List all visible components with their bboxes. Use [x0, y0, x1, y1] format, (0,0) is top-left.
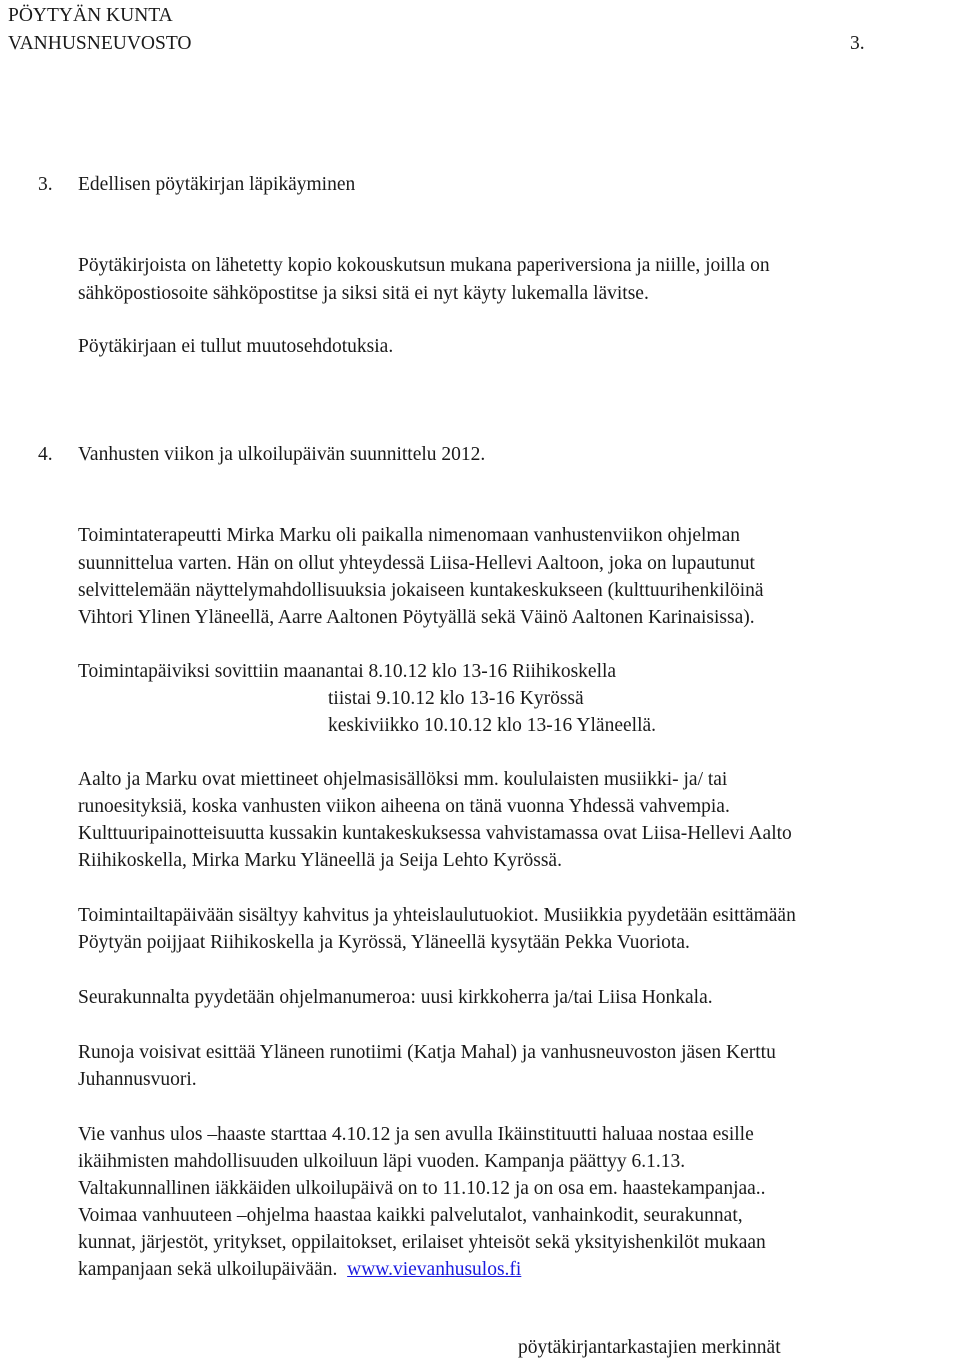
paragraph-line-with-link [78, 1260, 521, 1280]
schedule-line: keskiviikko 10.10.12 klo 13-16 Yläneellä. [328, 715, 657, 736]
section-4-number: 4. [38, 444, 53, 465]
page-number: 3. [850, 33, 865, 54]
paragraph-line: ikäihmisten mahdollisuuden ulkoiluun läpi vuoden. Kampanja päättyy 6.1.13. [78, 1151, 686, 1172]
paragraph-line: Aalto ja Marku ovat miettineet ohjelmasisällöksi mm. koululaisten musiikki- ja/ tai [78, 769, 728, 790]
paragraph-line: kunnat, järjestöt, yritykset, oppilaitokset, erilaiset yhteisöt sekä yksityishenkilöt mukaan [78, 1232, 766, 1253]
paragraph-line: runoesityksiä, koska vanhusten viikon aiheena on tänä vuonna Yhdessä vahvempia. [78, 796, 730, 817]
paragraph-line: Runoja voisivat esittää Yläneen runotiimi (Katja Mahal) ja vanhusneuvoston jäsen Kerttu [78, 1042, 776, 1063]
paragraph-line: Pöytäkirjoista on lähetetty kopio kokouskutsun mukana paperiversiona ja niille, joilla on [78, 255, 770, 276]
paragraph-line: Seurakunnalta pyydetään ohjelmanumeroa: uusi kirkkoherra ja/tai Liisa Honkala. [78, 987, 713, 1008]
website-link[interactable]: www.vievanhusulos.fi [347, 1259, 522, 1280]
paragraph-line: sähköpostiosoite sähköpostitse ja siksi sitä ei nyt käyty lukemalla lävitse. [78, 283, 649, 304]
schedule-line: Toimintapäiviksi sovittiin maanantai 8.10.12 klo 13-16 Riihikoskella [78, 661, 617, 682]
schedule-line: tiistai 9.10.12 klo 13-16 Kyrössä [328, 688, 584, 709]
paragraph-line: Vihtori Ylinen Yläneellä, Aarre Aaltonen Pöytyällä sekä Väinö Aaltonen Karinaisissa). [78, 607, 755, 628]
header-body: VANHUSNEUVOSTO [8, 33, 192, 54]
paragraph-line: Toimintaterapeutti Mirka Marku oli paikalla nimenomaan vanhustenviikon ohjelman [78, 525, 741, 546]
footer-note: pöytäkirjantarkastajien merkinnät [518, 1337, 781, 1358]
paragraph-text: kampanjaan sekä ulkoilupäivään. [78, 1259, 338, 1280]
section-4-title: Vanhusten viikon ja ulkoilupäivän suunnittelu 2012. [78, 444, 486, 465]
paragraph-line: Juhannusvuori. [78, 1069, 197, 1090]
section-3-title: Edellisen pöytäkirjan läpikäyminen [78, 174, 356, 195]
header-org: PÖYTYÄN KUNTA [8, 5, 173, 26]
paragraph-line: Vie vanhus ulos –haaste starttaa 4.10.12 ja sen avulla Ikäinstituutti haluaa nostaa esille [78, 1124, 754, 1145]
paragraph-line: selvittelemään näyttelymahdollisuuksia jokaiseen kuntakeskukseen (kulttuurihenkilöinä [78, 580, 764, 601]
paragraph-line: Pöytäkirjaan ei tullut muutosehdotuksia. [78, 336, 394, 357]
paragraph-line: Pöytyän poijjaat Riihikoskella ja Kyrössä, Yläneellä kysytään Pekka Vuoriota. [78, 932, 690, 953]
paragraph-line: Valtakunnallinen iäkkäiden ulkoilupäivä on to 11.10.12 ja on osa em. haastekampanjaa.. [78, 1178, 766, 1199]
paragraph-line: Toimintailtapäivään sisältyy kahvitus ja yhteislaulutuokiot. Musiikkia pyydetään esittämään [78, 905, 796, 926]
paragraph-line: Voimaa vanhuuteen –ohjelma haastaa kaikki palvelutalot, vanhainkodit, seurakunnat, [78, 1205, 743, 1226]
paragraph-line: Kulttuuripainotteisuutta kussakin kuntakeskuksessa vahvistamassa ovat Liisa-Hellevi Aalto [78, 823, 792, 844]
paragraph-line: Riihikoskella, Mirka Marku Yläneellä ja Seija Lehto Kyrössä. [78, 850, 562, 871]
paragraph-line: suunnittelua varten. Hän on ollut yhteydessä Liisa-Hellevi Aaltoon, joka on lupautunut [78, 553, 755, 574]
section-3-number: 3. [38, 174, 53, 195]
